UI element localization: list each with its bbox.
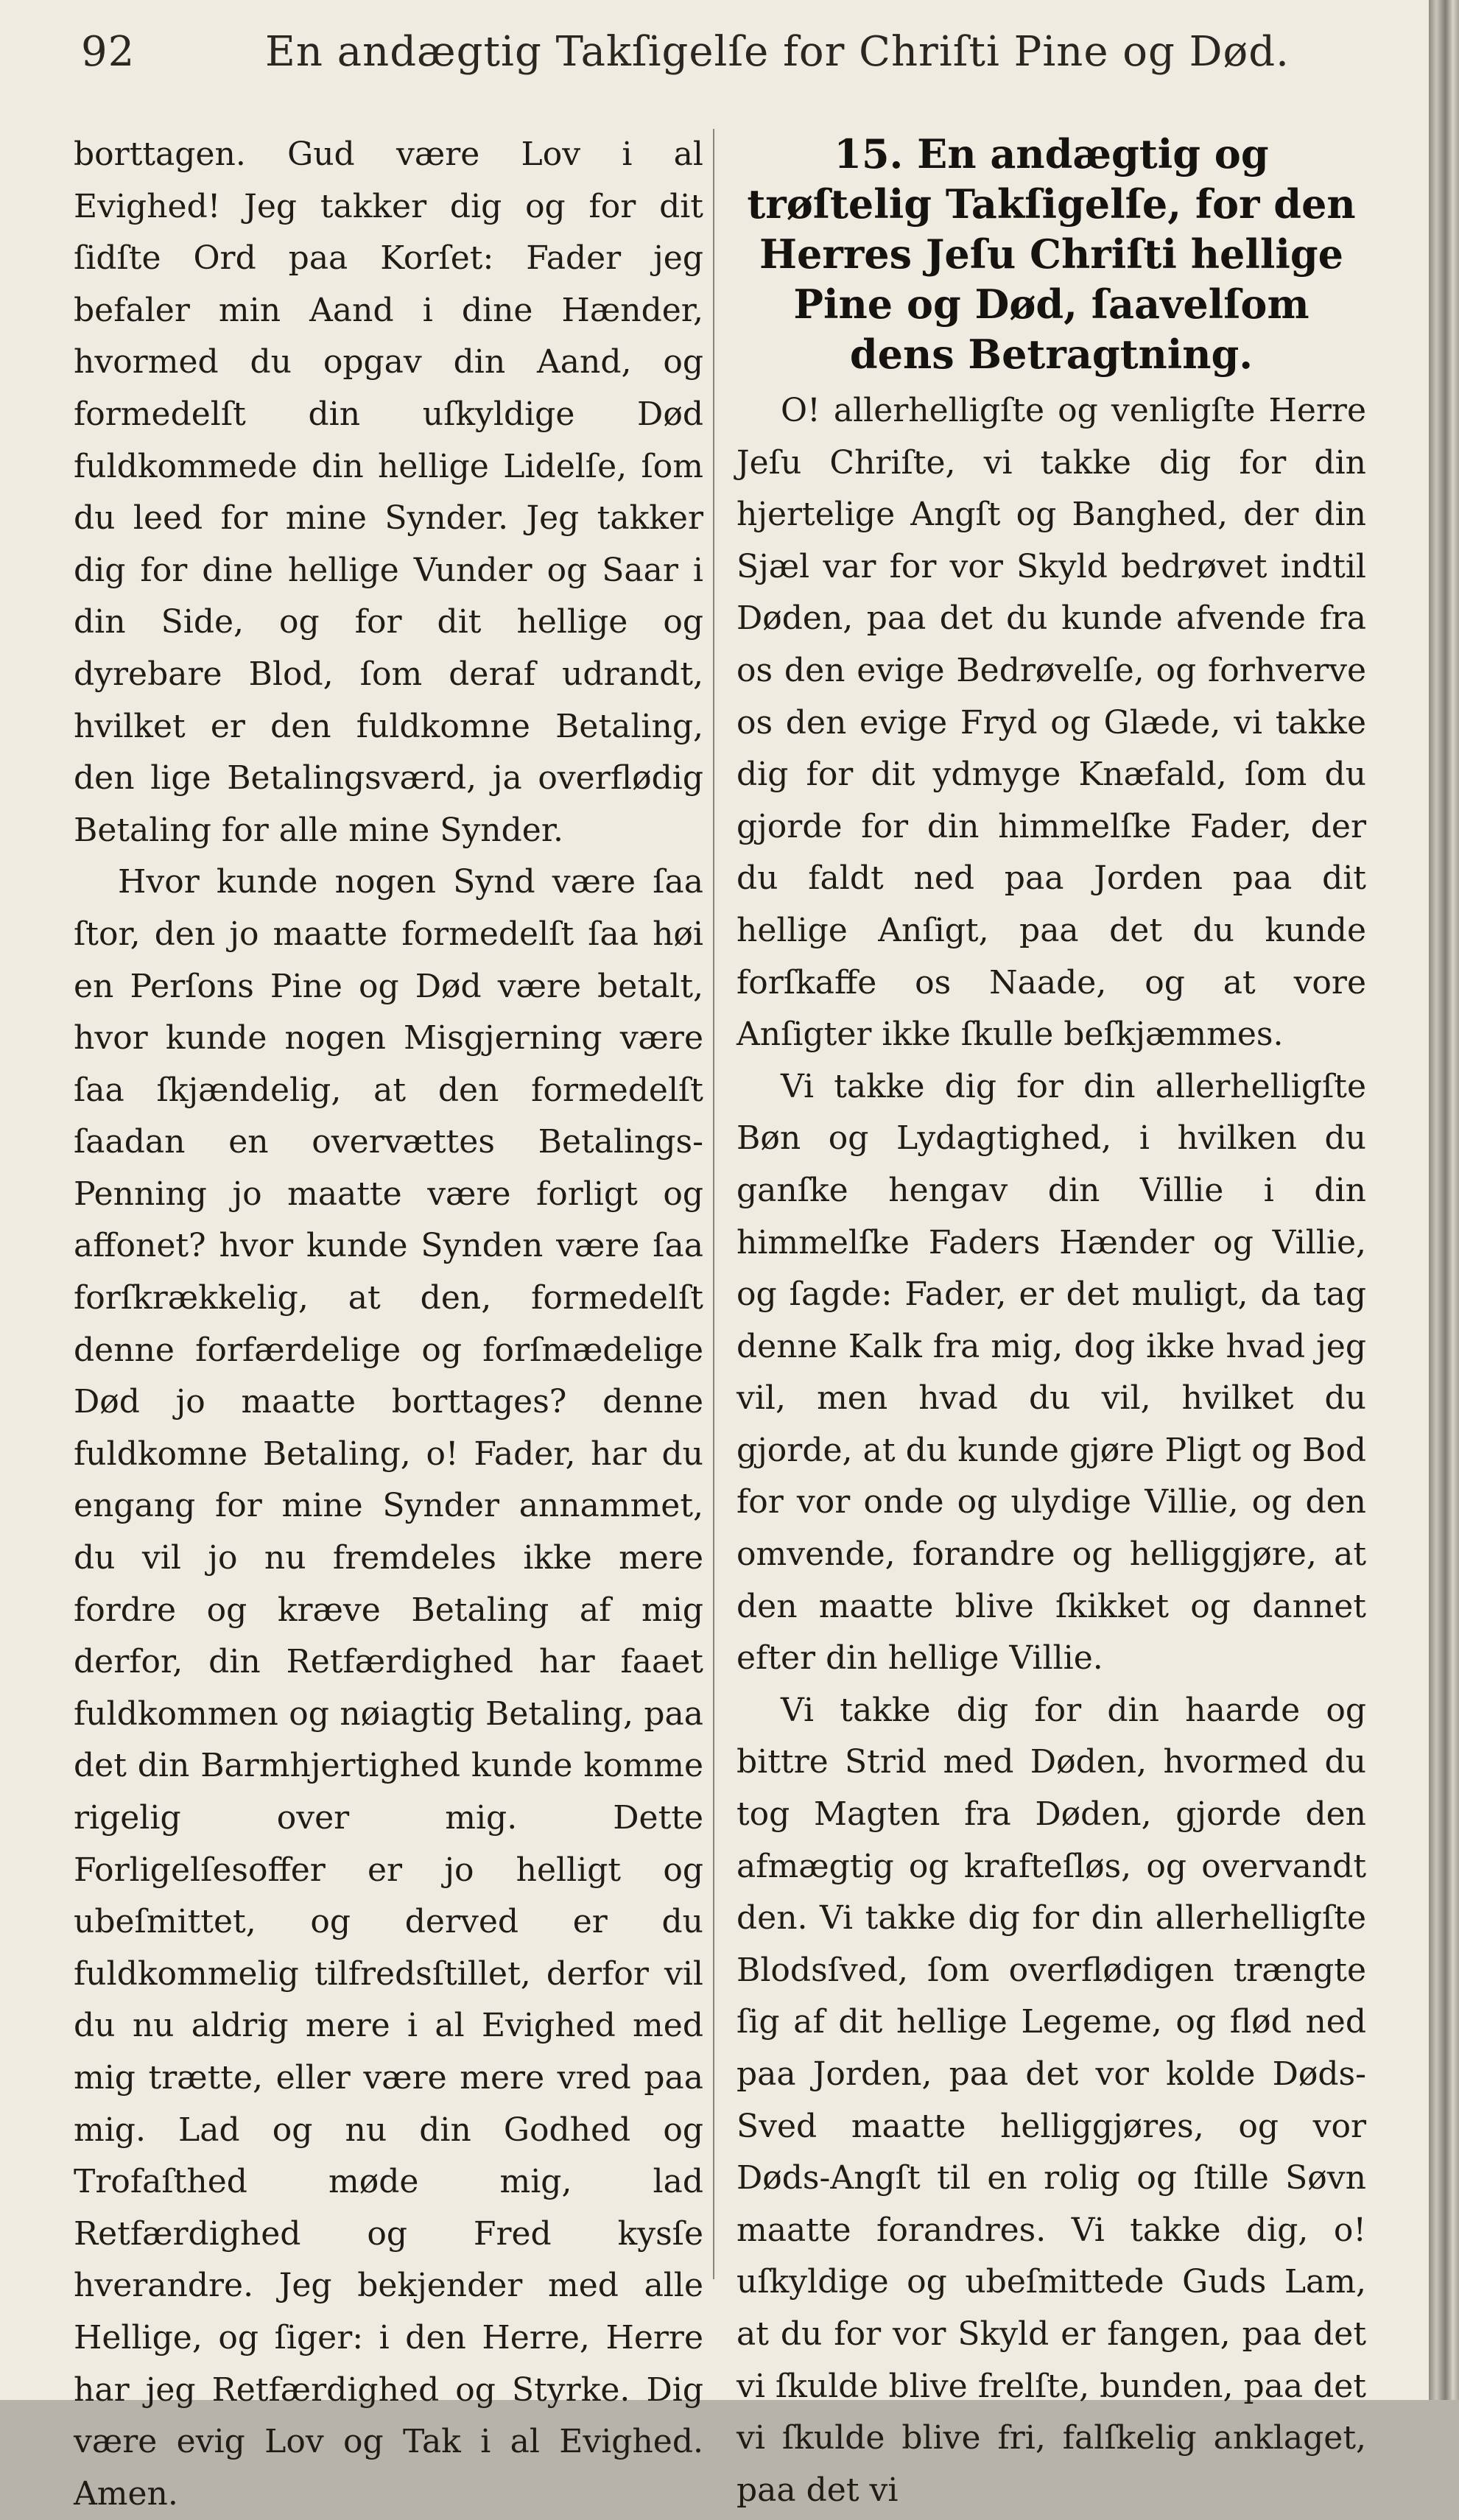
section-number: 15. <box>834 130 904 177</box>
paragraph: Hvor kunde nogen Synd være ſaa ſtor, den jo maatte formedelſt ſaa høi en Perſons Pine og Død være betalt, hvor kunde nogen Misgjerning være ſaa ſkjændelig, at den formedelſt ſaadan en overvættes Betalings-Penning jo maatte være forligt og affonet? hvor kunde Synden være ſaa forſkrækkelig, at den, formedelſt denne forfærdelige og forſmædelige Død jo maatte borttages? denne fuldkomne Betaling, o! Fader, har du engang for mine Synder annammet, du vil jo nu fremdeles ikke mere fordre og kræve Betaling af mig derfor, din Retfærdighed har faaet fuldkommen og nøiagtig Betaling, paa det din Barmhjertighed kunde komme rigelig over mig. Dette Forligelſesoffer er jo helligt og ubeſmittet, og derved er du fuldkommelig tilfredsſtillet, derfor vil du nu aldrig mere i al Evighed med mig trætte, eller være mere vred paa mig. Lad og nu din Godhed og Trofaſthed møde mig, lad Retfærdighed og Fred kysſe hverandre. Jeg bekjender med alle Hellige, og ſiger: i den Herre, Herre har jeg Retfærdighed og Styrke. Dig være evig Lov og Tak i al Evighed. Amen. <box>74 863 703 2513</box>
paragraph: Vi takke dig for din allerhelligſte Bøn og Lydagtighed, i hvilken du ganſke hengav din Villie i din himmelſke Faders Hænder og Villie, og ſagde: Fader, er det muligt, da tag denne Kalk fra mig, dog ikke hvad jeg vil, men hvad du vil, hvilket du gjorde, at du kunde gjøre Pligt og Bod for vor onde og ulydige Villie, og den omvende, forandre og helliggjøre, at den maatte blive ſkikket og dannet efter din hellige Villie. <box>736 1067 1366 1678</box>
paragraph: O! allerhelligſte og venligſte Herre Jeſu Chriſte, vi takke dig for din hjertelige Angſt og Banghed, der din Sjæl var for vor Skyld bedrøvet indtil Døden, paa det du kunde afvende fra os den evige Bedrøvelſe, og forhverve os den evige Fryd og Glæde, vi takke dig for dit ydmyge Knæfald, ſom du gjorde for din himmelſke Fader, der du faldt ned paa Jorden paa dit hellige Anſigt, paa det du kunde forſkaffe os Naade, og at vore Anſigter ikke ſkulle beſkjæmmes. <box>736 392 1366 1054</box>
section-heading <box>736 129 1366 379</box>
book-binding-edge <box>1429 0 1459 2400</box>
running-title: En andægtig Takſigelſe for Chriſti Pine og Død. <box>265 28 1290 76</box>
left-column <box>74 129 703 2513</box>
section-title: En andægtig og trøſtelig Takſigelſe, for den Herres Jeſu Chriſti hellige Pine og Død, ſaavelſom dens Betragtning. <box>747 130 1356 378</box>
paragraph: borttagen. Gud være Lov i al Evighed! Jeg takker dig og for dit ſidſte Ord paa Korſet: Fader jeg befaler min Aand i dine Hænder, hvormed du opgav din Aand, og formedelſt din uſkyldige Død fuldkommede din hellige Lidelſe, ſom du leed for mine Synder. Jeg takker dig for dine hellige Vunder og Saar i din Side, og for dit hellige og dyrebare Blod, ſom deraf udrandt, hvilket er den fuldkomne Betaling, den lige Betalingsværd, ja overflødig Betaling for alle mine Synder. <box>74 135 703 849</box>
page-number: 92 <box>81 28 136 76</box>
column-divider <box>713 129 714 2279</box>
page-header <box>81 28 1377 87</box>
paragraph: Vi takke dig for din haarde og bittre Strid med Døden, hvormed du tog Magten fra Døden, gjorde den afmægtig og krafteſløs, og overvandt den. Vi takke dig for din allerhelligſte Blodsſved, ſom overflødigen trængte ſig af dit hellige Legeme, og flød ned paa Jorden, paa det vor kolde Døds-Sved maatte helliggjøres, og vor Døds-Angſt til en rolig og ſtille Søvn maatte forandres. Vi takke dig, o! uſkyldige og ubeſmittede Guds Lam, at du for vor Skyld er fangen, paa det vi ſkulde blive frelſte, bunden, paa det vi ſkulde blive fri, falſkelig anklaget, paa det vi <box>736 1691 1366 2509</box>
right-column <box>736 129 1366 2509</box>
